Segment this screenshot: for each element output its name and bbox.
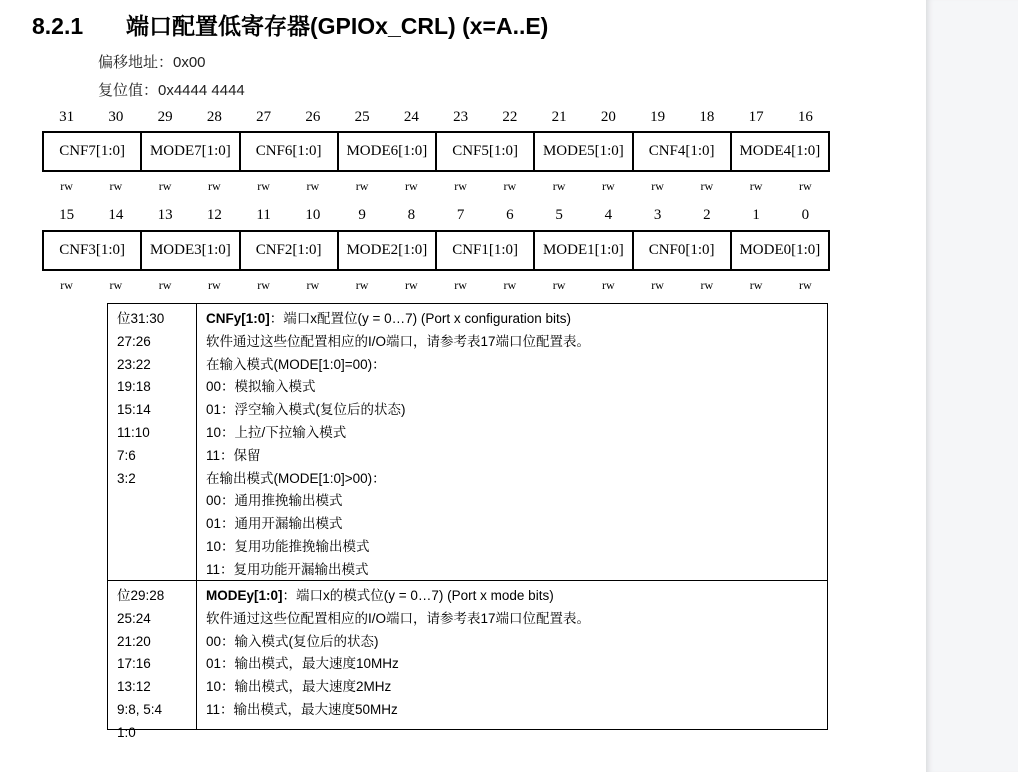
access-type: rw bbox=[60, 179, 73, 193]
register-field: MODE4[1:0] bbox=[739, 143, 821, 159]
bit-range: 位31:30 bbox=[117, 311, 165, 326]
bit-number: 4 bbox=[604, 207, 613, 223]
access-type: rw bbox=[749, 179, 763, 193]
bit-number: 15 bbox=[59, 207, 75, 223]
access-type: rw bbox=[602, 179, 615, 193]
bit-number: 31 bbox=[59, 109, 75, 125]
field-title bbox=[206, 308, 827, 331]
description-line: 11：复用功能开漏输出模式 bbox=[206, 561, 369, 577]
access-type: rw bbox=[109, 179, 123, 193]
register-field: CNF4[1:0] bbox=[634, 133, 732, 170]
bit-number: 10 bbox=[305, 207, 321, 223]
bit-number: 8 bbox=[407, 207, 416, 223]
description-cell bbox=[197, 581, 827, 729]
description-line: 11：保留 bbox=[206, 447, 261, 463]
bit-range: 23:22 bbox=[117, 356, 151, 372]
description-line: 11：输出模式，最大速度50MHz bbox=[206, 701, 398, 717]
bit-number: 30 bbox=[108, 109, 124, 125]
bit-number: 20 bbox=[600, 109, 616, 125]
bit-number: 24 bbox=[403, 109, 419, 125]
bit-range: 9:8, 5:4 bbox=[117, 701, 163, 717]
description-line: 01：浮空输入模式(复位后的状态) bbox=[206, 402, 406, 418]
access-type: rw bbox=[799, 278, 812, 292]
field-title bbox=[206, 585, 827, 608]
register-field: CNF3[1:0] bbox=[44, 232, 142, 269]
bit-number: 12 bbox=[206, 207, 222, 223]
bit-number: 21 bbox=[551, 109, 567, 125]
register-field: CNF5[1:0] bbox=[437, 133, 535, 170]
bit-number: 25 bbox=[354, 109, 370, 125]
access-type: rw bbox=[602, 278, 615, 292]
access-type: rw bbox=[158, 179, 172, 193]
access-type: rw bbox=[799, 179, 812, 193]
description-line: 软件通过这些位配置相应的I/O端口，请参考表17端口位配置表。 bbox=[206, 610, 591, 626]
bit-number: 3 bbox=[653, 207, 662, 223]
access-type: rw bbox=[405, 179, 418, 193]
bit-range: 3:2 bbox=[117, 470, 136, 486]
section-heading bbox=[32, 8, 548, 41]
register-field: CNF0[1:0] bbox=[634, 232, 732, 269]
access-type: rw bbox=[700, 179, 714, 193]
bit-number: 22 bbox=[502, 109, 518, 125]
bit-number: 26 bbox=[305, 109, 321, 125]
access-type: rw bbox=[454, 278, 467, 292]
bit-number: 27 bbox=[256, 109, 272, 125]
bit-number: 29 bbox=[157, 109, 173, 125]
bit-number: 9 bbox=[358, 207, 366, 223]
bit-number: 16 bbox=[797, 109, 813, 125]
description-row-mode bbox=[108, 581, 827, 740]
register-fields-upper bbox=[42, 131, 830, 172]
bit-number: 11 bbox=[256, 207, 271, 223]
reset-value: 复位值：0x4444 4444 bbox=[98, 82, 245, 99]
access-type: rw bbox=[651, 278, 664, 292]
register-field: MODE7[1:0] bbox=[142, 133, 240, 170]
bit-range: 7:6 bbox=[117, 447, 136, 463]
bit-range: 17:16 bbox=[117, 656, 151, 672]
section-number: 8.2.1 bbox=[32, 13, 84, 39]
bit-range: 1:0 bbox=[117, 724, 136, 740]
access-type: rw bbox=[700, 278, 714, 292]
register-field: MODE6[1:0] bbox=[339, 133, 437, 170]
access-type: rw bbox=[158, 278, 172, 292]
description-line: 01：通用开漏输出模式 bbox=[206, 516, 343, 532]
access-type: rw bbox=[208, 278, 221, 292]
register-field: CNF1[1:0] bbox=[437, 232, 535, 269]
access-lower bbox=[42, 278, 830, 293]
bit-number: 7 bbox=[456, 207, 465, 223]
bit-number: 17 bbox=[748, 109, 764, 125]
description-cell bbox=[197, 304, 827, 580]
description-line: 在输出模式(MODE[1:0]>00)： bbox=[206, 470, 386, 486]
bit-range: 15:14 bbox=[117, 402, 151, 418]
access-type: rw bbox=[503, 179, 517, 193]
description-line: 10：复用功能推挽输出模式 bbox=[206, 538, 370, 554]
access-type: rw bbox=[454, 179, 467, 193]
description-line: 10：上拉/下拉输入模式 bbox=[206, 424, 347, 440]
access-type: rw bbox=[60, 278, 73, 292]
field-description-table bbox=[107, 303, 828, 740]
bit-range: 19:18 bbox=[117, 379, 151, 395]
bit-range: 13:12 bbox=[117, 679, 151, 695]
register-field: CNF2[1:0] bbox=[241, 232, 339, 269]
access-upper bbox=[42, 179, 830, 194]
register-field: CNF7[1:0] bbox=[44, 133, 142, 170]
access-type: rw bbox=[208, 179, 221, 193]
description-row-cnf bbox=[108, 304, 827, 581]
access-type: rw bbox=[306, 179, 320, 193]
description-line: 00：通用推挽输出模式 bbox=[206, 493, 343, 509]
bit-number: 23 bbox=[453, 109, 469, 125]
bit-range: 25:24 bbox=[117, 610, 151, 626]
access-type: rw bbox=[552, 179, 566, 193]
access-type: rw bbox=[109, 278, 123, 292]
access-type: rw bbox=[257, 278, 270, 292]
description-line: 10：输出模式，最大速度2MHz bbox=[206, 679, 392, 695]
bit-numbers-upper bbox=[42, 109, 830, 126]
description-line: 00：模拟输入模式 bbox=[206, 379, 316, 395]
register-field: MODE0[1:0] bbox=[739, 242, 821, 258]
access-type: rw bbox=[355, 278, 369, 292]
bit-range-cell bbox=[108, 581, 197, 740]
register-fields-lower bbox=[42, 230, 830, 271]
bit-number: 28 bbox=[206, 109, 222, 125]
register-field: MODE1[1:0] bbox=[535, 232, 633, 269]
bit-range-cell bbox=[108, 304, 197, 580]
access-type: rw bbox=[405, 278, 418, 292]
description-line: 01：输出模式，最大速度10MHz bbox=[206, 656, 399, 672]
description-line: 00：输入模式(复位后的状态) bbox=[206, 633, 379, 649]
bit-number: 13 bbox=[157, 207, 173, 223]
access-type: rw bbox=[749, 278, 763, 292]
bit-number: 2 bbox=[703, 207, 711, 223]
bit-number: 18 bbox=[699, 109, 715, 125]
register-field: MODE2[1:0] bbox=[339, 232, 437, 269]
bit-number: 1 bbox=[752, 207, 760, 223]
access-type: rw bbox=[257, 179, 270, 193]
access-type: rw bbox=[355, 179, 369, 193]
bit-numbers-lower bbox=[42, 207, 830, 224]
viewer-side-panel bbox=[926, 0, 1018, 772]
offset-address: 偏移地址：0x00 bbox=[98, 54, 206, 71]
register-field: MODE3[1:0] bbox=[142, 232, 240, 269]
description-line: 在输入模式(MODE[1:0]=00)： bbox=[206, 356, 386, 372]
bit-number: 6 bbox=[506, 207, 514, 223]
bit-number: 19 bbox=[650, 109, 666, 125]
field-name: CNFy[1:0] bbox=[206, 311, 270, 326]
bit-range: 位29:28 bbox=[117, 588, 165, 603]
register-field: MODE5[1:0] bbox=[535, 133, 633, 170]
bit-range: 11:10 bbox=[117, 424, 150, 440]
bit-number: 14 bbox=[108, 207, 124, 223]
description-line: 软件通过这些位配置相应的I/O端口，请参考表17端口位配置表。 bbox=[206, 333, 591, 349]
section-title: 端口配置低寄存器(GPIOx_CRL) (x=A..E) bbox=[126, 13, 549, 39]
access-type: rw bbox=[651, 179, 664, 193]
field-title-text: ：端口x配置位(y = 0…7) (Port x configuration bits) bbox=[269, 311, 571, 326]
register-field: CNF6[1:0] bbox=[241, 133, 339, 170]
access-type: rw bbox=[306, 278, 320, 292]
field-title-text: ：端口x的模式位(y = 0…7) (Port x mode bits) bbox=[282, 588, 554, 603]
access-type: rw bbox=[503, 278, 517, 292]
bit-number: 0 bbox=[801, 207, 810, 223]
bit-number: 5 bbox=[555, 207, 563, 223]
field-name: MODEy[1:0] bbox=[206, 588, 283, 603]
bit-range: 21:20 bbox=[117, 633, 151, 649]
bit-range: 27:26 bbox=[117, 333, 151, 349]
access-type: rw bbox=[552, 278, 566, 292]
